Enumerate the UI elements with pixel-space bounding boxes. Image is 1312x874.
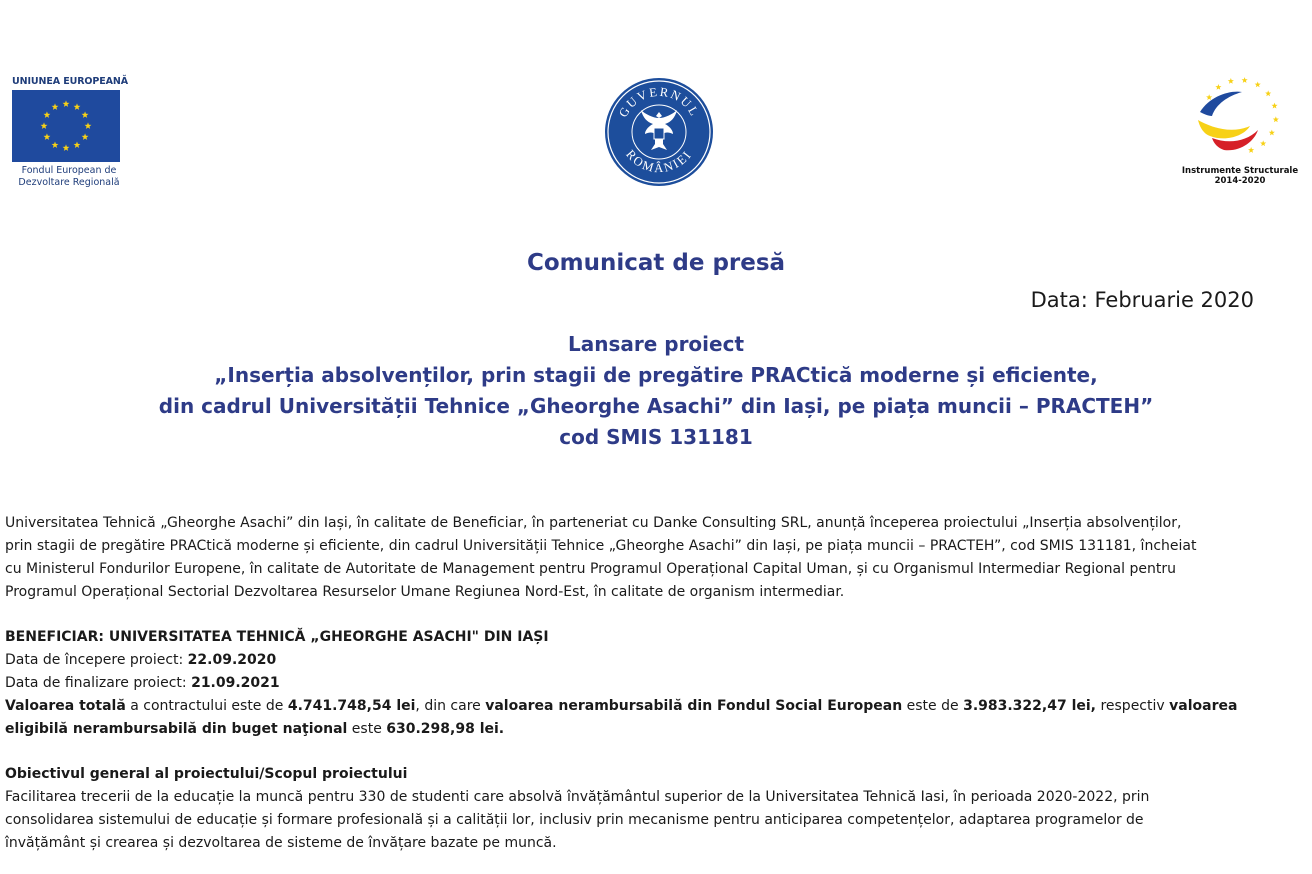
structural-instruments-logo [1180, 74, 1300, 186]
seal-text-bottom: ROMÂNIEI [623, 147, 695, 176]
structural-star-icon [1273, 116, 1279, 122]
structural-instruments-icon [1190, 74, 1290, 164]
government-seal [603, 76, 715, 188]
objective-paragraph [5, 763, 1305, 855]
value-text: este de [902, 698, 964, 714]
project-heading-line2: „Inserția absolvenților, prin stagii de pregătire PRACtică moderne și eficiente, [214, 363, 1098, 387]
structural-star-icon [1260, 140, 1266, 146]
value-text: este [347, 721, 387, 737]
intro-paragraph [5, 512, 1305, 604]
structural-star-icon [1269, 130, 1275, 136]
structural-instruments-title: Instrumente Structurale [1181, 166, 1299, 176]
fse-value: 3.983.322,47 lei, [963, 698, 1096, 714]
value-text: respectiv [1096, 698, 1170, 714]
intro-line: Programul Operațional Sectorial Dezvoltarea Resurselor Umane Regiunea Nord-Est, în calitate de organism intermediar. [5, 584, 845, 600]
structural-star-icon [1215, 84, 1221, 90]
objective-line: consolidarea sistemului de educație și formare profesională și a calității lor, inclusiv prin mecanisme pentru anticiparea competențelor, adaptarea programelor de [5, 812, 1144, 828]
value-text: Valoarea totală [5, 698, 126, 714]
project-heading-line1: Lansare proiect [567, 332, 745, 356]
intro-line: Universitatea Tehnică „Gheorghe Asachi” din Iași, în calitate de Beneficiar, în parteneriat cu Danke Consulting SRL, anunță începerea proiectului „Inserția absolvenților, [5, 515, 1182, 531]
structural-star-icon [1206, 94, 1212, 100]
press-body [5, 512, 1305, 855]
total-value: 4.741.748,54 lei [287, 698, 416, 714]
details-paragraph [5, 626, 1305, 741]
eu-caption: UNIUNEA EUROPEANĂ [12, 76, 129, 87]
structural-instruments-years: 2014-2020 [1214, 176, 1266, 186]
beneficiary-line: BENEFICIAR: UNIVERSITATEA TEHNICĂ „GHEORGHE ASACHI" DIN IAȘI [5, 629, 549, 645]
page-title: Comunicat de presă [526, 250, 786, 276]
value-text: eligibilă nerambursabilă din buget naţional [5, 721, 348, 737]
eu-logo [12, 76, 130, 189]
intro-line: cu Ministerul Fondurilor Europene, în calitate de Autoritate de Management pentru Programul Operațional Capital Uman, și cu Organismul Intermediar Regional pentru [5, 561, 1176, 577]
structural-star-icon [1272, 103, 1278, 109]
objective-line: învățământ și crearea și dezvoltarea de sisteme de învățare bazate pe muncă. [5, 835, 557, 851]
objective-line: Facilitarea trecerii de la educație la muncă pentru 330 de studenti care absolvă învățământul superior de la Universitatea Tehnică Iasi, în perioada 2020-2022, prin [5, 789, 1150, 805]
project-heading [0, 329, 1312, 453]
start-date-value: 22.09.2020 [187, 652, 277, 668]
eu-fund-line2: Dezvoltare Regională [18, 177, 120, 188]
value-text: , din care [415, 698, 486, 714]
seal-text-top: GUVERNUL [615, 84, 703, 120]
end-date-value: 21.09.2021 [191, 675, 280, 691]
end-date-label: Data de finalizare proiect: [5, 675, 192, 691]
value-text: a contractului este de [125, 698, 288, 714]
press-date: Data: Februarie 2020 [1030, 288, 1254, 312]
intro-line: prin stagii de pregătire PRACtică moderne și eficiente, din cadrul Universității Tehnice „Gheorghe Asachi” din Iași, pe piața muncii – PRACTEH”, cod SMIS 131181, încheiat [5, 538, 1197, 554]
value-text: valoarea [1169, 698, 1238, 714]
structural-star-icon [1248, 147, 1254, 153]
value-text: valoarea nerambursabilă din Fondul Social European [485, 698, 903, 714]
structural-star-icon [1255, 81, 1261, 87]
national-value: 630.298,98 lei. [386, 721, 505, 737]
project-heading-line3: din cadrul Universității Tehnice „Gheorghe Asachi” din Iași, pe piața muncii – PRACTEH” [158, 394, 1154, 418]
government-seal-icon [603, 76, 715, 188]
project-heading-line4: cod SMIS 131181 [559, 425, 753, 449]
eu-fund-name [12, 165, 126, 189]
start-date-label: Data de începere proiect: [5, 652, 188, 668]
structural-star-icon [1242, 77, 1248, 83]
eu-fund-line1: Fondul European de [21, 165, 117, 176]
structural-star-icon [1228, 78, 1234, 84]
objective-heading: Obiectivul general al proiectului/Scopul proiectului [5, 766, 408, 782]
structural-star-icon [1265, 90, 1271, 96]
eu-flag-icon [12, 90, 120, 162]
